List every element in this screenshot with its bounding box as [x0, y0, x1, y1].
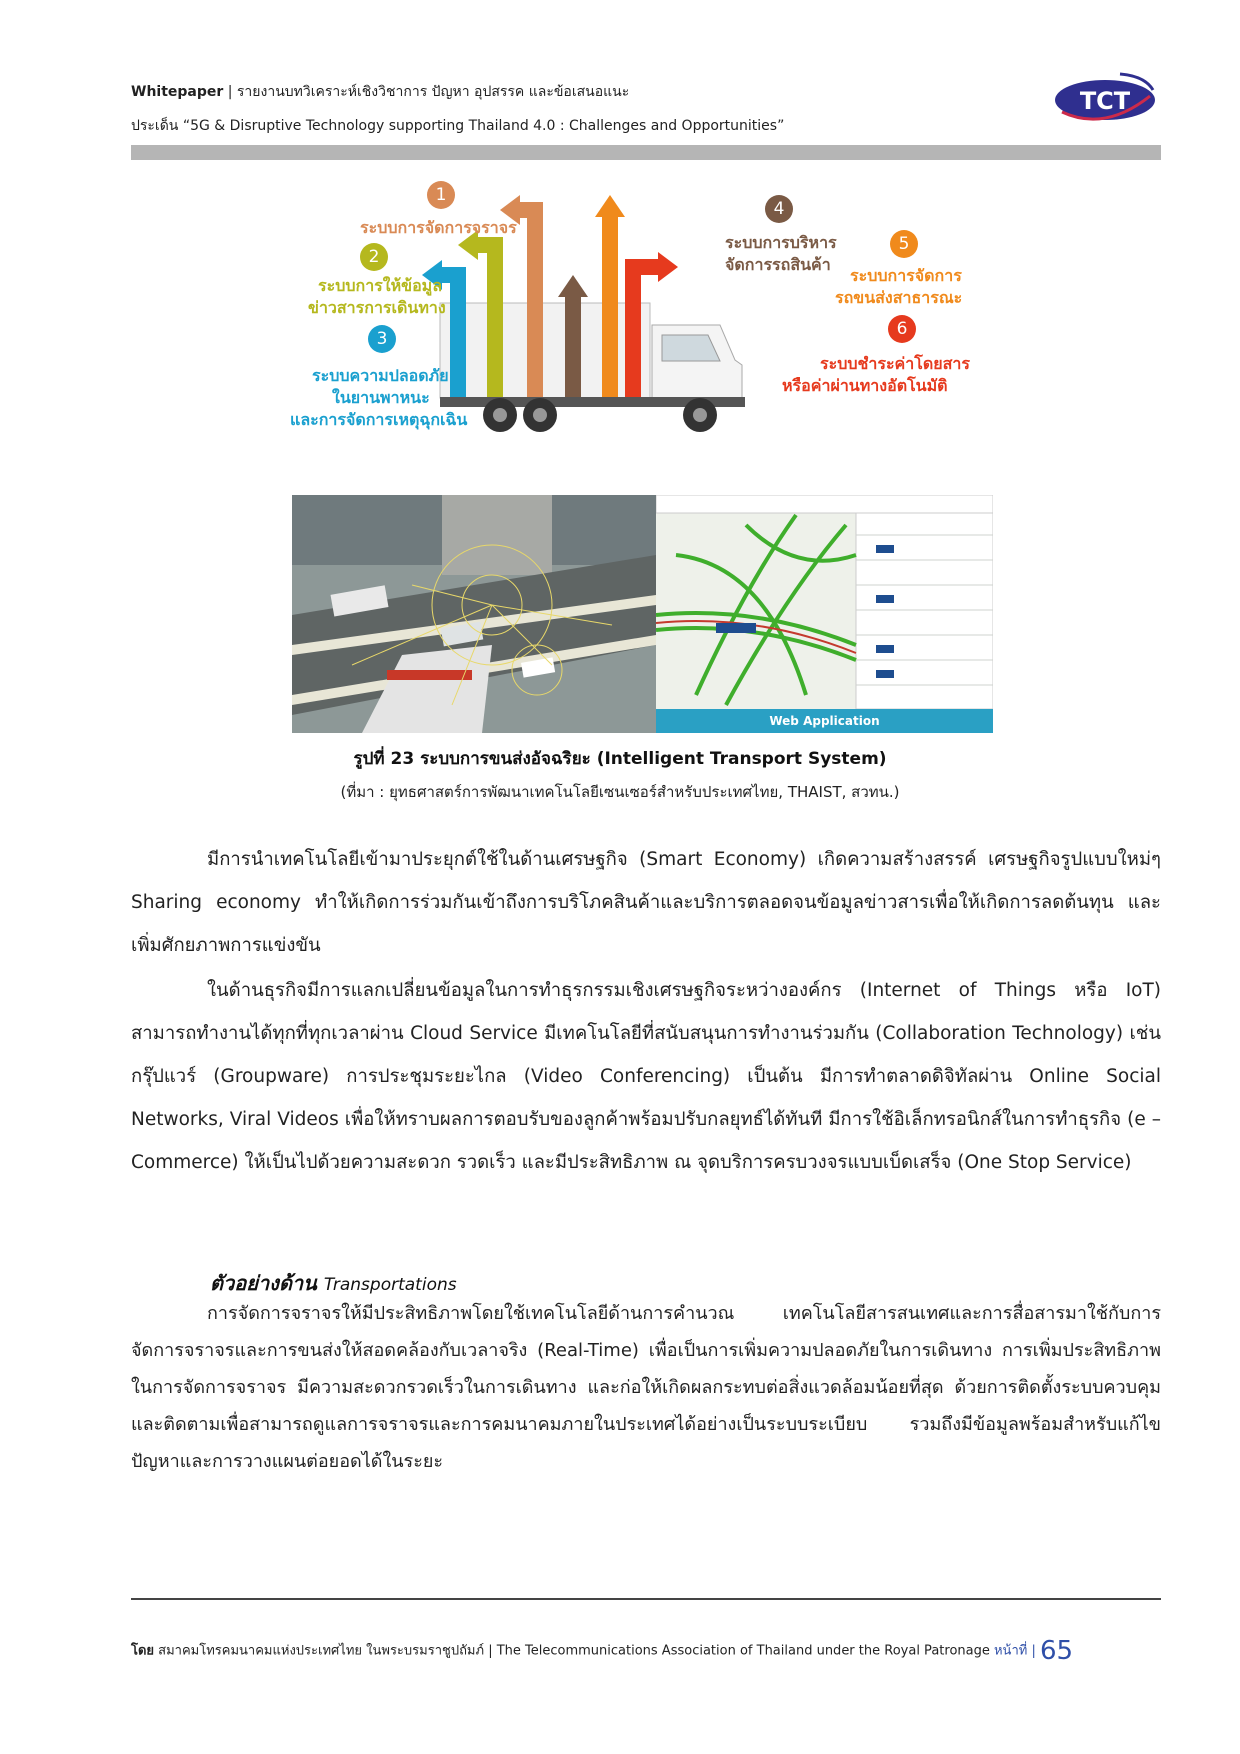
item-6-label-line1: ระบบชำระค่าโดยสาร: [820, 354, 970, 373]
footer-org: สมาคมโทรคมนาคมแห่งประเทศไทย ในพระบรมราชูปถัมภ์ | The Telecommunications Association of Thailand under the Royal Patronage: [154, 1643, 994, 1659]
its-infographic: [290, 175, 990, 475]
paragraph-transportations: [131, 1295, 1161, 1480]
item-4-number: 4: [765, 195, 793, 223]
logo-text: TCT: [1079, 87, 1131, 115]
item-4-label-line1: ระบบการบริหาร: [725, 233, 837, 252]
tct-logo: [1050, 66, 1160, 128]
paragraph-smart-economy: [131, 838, 1161, 967]
header-topic: ประเด็น “5G & Disruptive Technology supporting Thailand 4.0 : Challenges and Opportunities”: [131, 118, 785, 134]
item-3-label-line3: และการจัดการเหตุฉุกเฉิน: [290, 410, 468, 429]
footer-divider: [131, 1598, 1161, 1600]
web-application-label: Web Application: [656, 709, 993, 733]
section-heading-sub: Transportations: [323, 1275, 457, 1295]
header-title: [131, 81, 629, 103]
item-1-number: 1: [427, 181, 455, 209]
footer: [131, 1636, 1073, 1666]
header-divider-bar: [131, 145, 1161, 160]
figure-caption: รูปที่ 23 ระบบการขนส่งอัจฉริยะ (Intelligent Transport System): [353, 749, 887, 769]
section-heading-text: ตัวอย่างด้าน: [210, 1271, 317, 1295]
footer-page-label: หน้าที่ |: [993, 1643, 1036, 1659]
item-2-label-line1: ระบบการให้ข้อมูล: [318, 276, 443, 295]
item-3-label-line2: ในยานพาหนะ: [332, 388, 430, 407]
item-2-label-line2: ข่าวสารการเดินทาง: [308, 298, 446, 317]
header-whitepaper-label: Whitepaper: [131, 84, 224, 100]
item-3-number: 3: [368, 325, 396, 353]
figure-source: (ที่มา : ยุทธศาสตร์การพัฒนาเทคโนโลยีเซนเซอร์สำหรับประเทศไทย, THAIST, สวทน.): [340, 783, 900, 801]
paragraph-business: [131, 969, 1161, 1184]
item-6-label-line2: หรือค่าผ่านทางอัตโนมัติ: [782, 376, 948, 395]
item-5-label-line2: รถขนส่งสาธารณะ: [835, 288, 963, 307]
traffic-scene-image: [292, 495, 656, 733]
footer-by: โดย: [131, 1643, 155, 1659]
paragraph-business-text: ในด้านธุรกิจมีการแลกเปลี่ยนข้อมูลในการทำธุรกรรมเชิงเศรษฐกิจระหว่างองค์กร (Internet of Things หรือ IoT) สามารถทำงานได้ทุกที่ทุกเวลาผ่าน Cloud Service มีเทคโนโลยีที่สนับสนุนการทำงานร่วมกัน (Collaboration Technology) เช่น กรุ๊ปแวร์ (Groupware) การประชุมระยะไกล (Video Conferencing) เป็นต้น มีการทำตลาดดิจิทัลผ่าน Online Social Networks, Viral Videos เพื่อให้ทราบผลการตอบรับของลูกค้าพร้อมปรับกลยุทธ์ได้ทันที มีการใช้อิเล็กทรอนิกส์ในการทำธุรกิจ (e – Commerce) ให้เป็นไปด้วยความสะดวก รวดเร็ว และมีประสิทธิภาพ ณ จุดบริการครบวงจรแบบเบ็ดเสร็จ (One Stop Service): [131, 980, 1161, 1173]
page-number: 65: [1039, 1636, 1074, 1666]
paragraph-smart-economy-text: มีการนำเทคโนโลยีเข้ามาประยุกต์ใช้ในด้านเศรษฐกิจ (Smart Economy) เกิดความสร้างสรรค์ เศรษฐกิจรูปแบบใหม่ๆ Sharing economy ทำให้เกิดการร่วมกันเข้าถึงการบริโภคสินค้าและบริการตลอดจนข้อมูลข่าวสารเพื่อให้เกิดการลดต้นทุน และเพิ่มศักยภาพการแข่งขัน: [131, 849, 1161, 956]
item-4-label-line2: จัดการรถสินค้า: [725, 255, 831, 274]
paragraph-transportations-text: การจัดการจราจรให้มีประสิทธิภาพโดยใช้เทคโนโลยีด้านการคำนวณ เทคโนโลยีสารสนเทศและการสื่อสารมาใช้กับการจัดการจราจรและการขนส่งให้สอดคล้องกับเวลาจริง (Real-Time) เพื่อเป็นการเพิ่มความปลอดภัยในการเดินทาง การเพิ่มประสิทธิภาพในการจัดการจราจร มีความสะดวกรวดเร็วในการเดินทาง และก่อให้เกิดผลกระทบต่อสิ่งแวดล้อมน้อยที่สุด ด้วยการติดตั้งระบบควบคุมและติดตามเพื่อสามารถดูแลการจราจรและการคมนาคมภายในประเทศได้อย่างเป็นระบบระเบียบ รวมถึงมีข้อมูลพร้อมสำหรับแก้ไขปัญหาและการวางแผนต่อยอดได้ในระยะ: [131, 1303, 1161, 1472]
item-5-label-line1: ระบบการจัดการ: [850, 266, 962, 285]
item-2-number: 2: [360, 243, 388, 271]
header-subtitle: | รายงานบทวิเคราะห์เชิงวิชาการ ปัญหา อุปสรรค และข้อเสนอแนะ: [223, 84, 630, 100]
item-6-number: 6: [888, 315, 916, 343]
item-5-number: 5: [890, 230, 918, 258]
traffic-map-web-application: [656, 495, 993, 733]
item-1-label: ระบบการจัดการจราจร: [360, 218, 517, 237]
item-3-label-line1: ระบบความปลอดภัย: [312, 366, 449, 385]
